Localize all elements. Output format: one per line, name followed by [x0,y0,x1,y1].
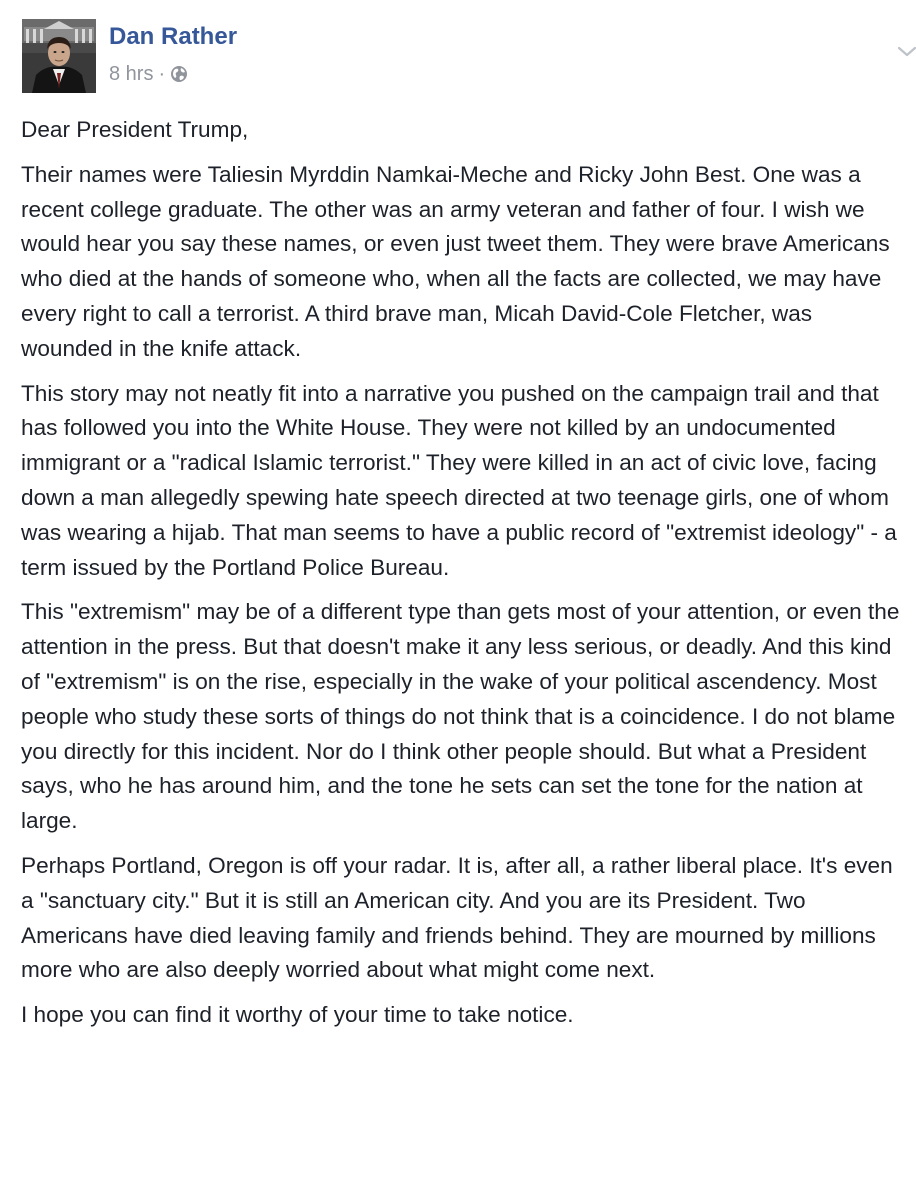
post-meta [109,62,188,86]
post-timestamp[interactable]: 8 hrs [109,62,154,85]
post-paragraph: Their names were Taliesin Myrddin Namkai-Meche and Ricky John Best. One was a recent college graduate. The other was an army veteran and father of four. I wish we would hear you say these names, or even just tweet them. They were brave Americans who died at the hands of someone who, when all the facts are collected, we may have every right to call a terrorist. A third brave man, Micah David-Cole Fletcher, was wounded in the knife attack. [21,161,890,361]
globe-icon[interactable] [170,65,188,83]
post-header [22,19,902,94]
post-paragraph: This story may not neatly fit into a narrative you pushed on the campaign trail and that has followed you into the White House. They were not killed by an undocumented immigrant or a "radical Islamic terrorist." They were killed in an act of civic love, facing down a man allegedly spewing hate speech directed at two teenage girls, one of whom was wearing a hijab. That man seems to have a public record of "extremist ideology" - a term issued by the Portland Police Bureau. [21,380,897,580]
post-paragraph: Dear President Trump, [21,117,249,142]
profile-photo-icon [22,19,96,93]
meta-separator: · [158,62,166,85]
chevron-down-icon[interactable] [896,45,916,59]
post-paragraph: Perhaps Portland, Oregon is off your radar. It is, after all, a rather liberal place. It's even a "sanctuary city." But it is still an American city. And you are its President. Two Americans have died leaving family and friends behind. They are mourned by millions more who are also deeply worried about what might come next. [21,852,893,983]
post-paragraph: This "extremism" may be of a different type than gets most of your attention, or even the attention in the press. But that doesn't make it any less serious, or deadly. And this kind of "extremism" is on the rise, especially in the wake of your political ascendency. Most people who study these sorts of things do not think that is a coincidence. I do not blame you directly for this incident. Nor do I think other people should. But what a President says, who he has around him, and the tone he sets can set the tone for the nation at large. [21,599,900,834]
author-name[interactable]: Dan Rather [109,23,238,50]
post-paragraph: I hope you can find it worthy of your time to take notice. [21,1002,574,1028]
post-body [21,113,901,1043]
avatar[interactable] [22,19,96,93]
